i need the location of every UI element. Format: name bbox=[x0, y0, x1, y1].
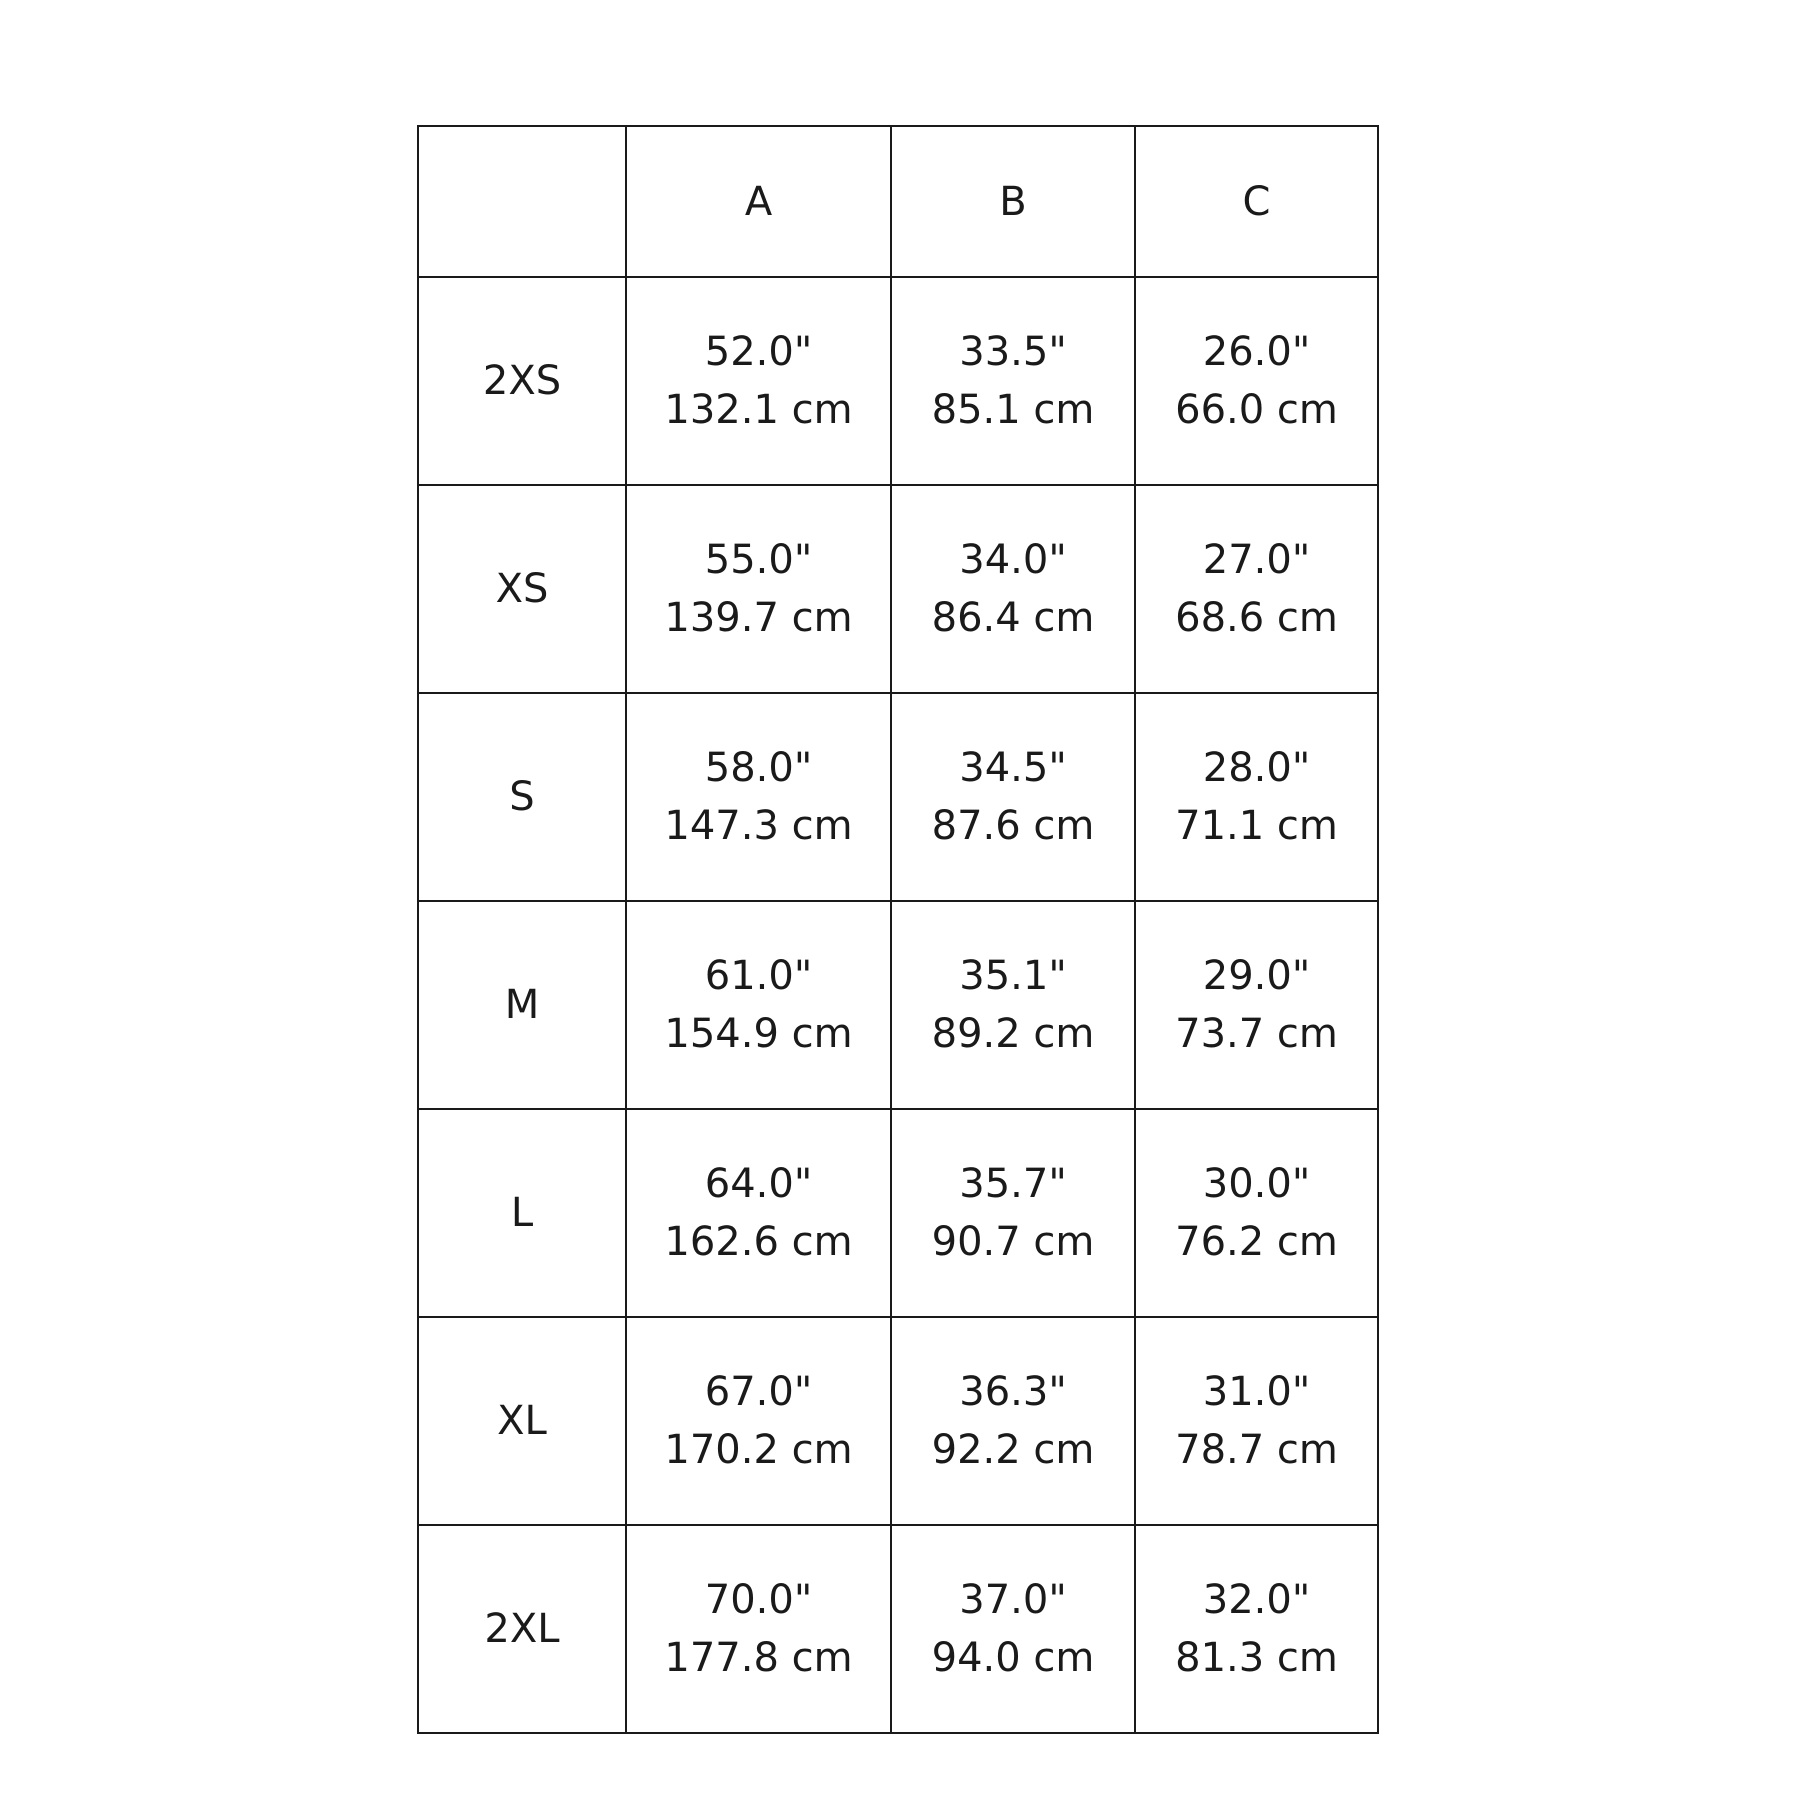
measurement-cell-a bbox=[626, 693, 891, 901]
measurement-cell-c bbox=[1135, 1109, 1378, 1317]
measurement-centimeters: 89.2 cm bbox=[931, 1011, 1095, 1057]
size-label: XL bbox=[418, 1317, 626, 1525]
measurement-cell-a bbox=[626, 1109, 891, 1317]
measurement-centimeters: 71.1 cm bbox=[1175, 803, 1338, 849]
measurement-centimeters: 92.2 cm bbox=[931, 1427, 1095, 1473]
measurement-centimeters: 139.7 cm bbox=[664, 595, 853, 641]
table-row bbox=[418, 901, 1378, 1109]
measurement-centimeters: 86.4 cm bbox=[931, 595, 1095, 641]
measurement-inches: 34.5" bbox=[959, 745, 1067, 791]
size-label: M bbox=[418, 901, 626, 1109]
measurement-centimeters: 90.7 cm bbox=[931, 1219, 1095, 1265]
measurement-cell-b bbox=[891, 693, 1135, 901]
measurement-cell-a bbox=[626, 485, 891, 693]
measurement-cell-b bbox=[891, 485, 1135, 693]
measurement-inches: 37.0" bbox=[959, 1577, 1067, 1623]
measurement-centimeters: 76.2 cm bbox=[1175, 1219, 1338, 1265]
measurement-centimeters: 68.6 cm bbox=[1175, 595, 1338, 641]
size-label: S bbox=[418, 693, 626, 901]
measurement-inches: 27.0" bbox=[1202, 537, 1311, 583]
measurement-inches: 64.0" bbox=[704, 1161, 813, 1207]
measurement-cell-a bbox=[626, 1317, 891, 1525]
measurement-cell-b bbox=[891, 901, 1135, 1109]
measurement-cell-a bbox=[626, 901, 891, 1109]
measurement-inches: 52.0" bbox=[704, 329, 813, 375]
measurement-centimeters: 94.0 cm bbox=[931, 1635, 1095, 1681]
measurement-cell-c bbox=[1135, 901, 1378, 1109]
measurement-inches: 36.3" bbox=[959, 1369, 1067, 1415]
measurement-cell-b bbox=[891, 1525, 1135, 1733]
measurement-inches: 34.0" bbox=[959, 537, 1067, 583]
measurement-inches: 35.7" bbox=[959, 1161, 1067, 1207]
measurement-cell-b bbox=[891, 277, 1135, 485]
measurement-inches: 35.1" bbox=[959, 953, 1067, 999]
table-row bbox=[418, 1525, 1378, 1733]
size-label: XS bbox=[418, 485, 626, 693]
measurement-centimeters: 170.2 cm bbox=[664, 1427, 853, 1473]
table-row bbox=[418, 693, 1378, 901]
size-chart-body bbox=[418, 126, 1378, 1733]
table-row bbox=[418, 1109, 1378, 1317]
measurement-centimeters: 147.3 cm bbox=[664, 803, 853, 849]
measurement-centimeters: 87.6 cm bbox=[931, 803, 1095, 849]
measurement-cell-c bbox=[1135, 693, 1378, 901]
measurement-centimeters: 177.8 cm bbox=[664, 1635, 853, 1681]
measurement-inches: 29.0" bbox=[1202, 953, 1311, 999]
measurement-centimeters: 85.1 cm bbox=[931, 387, 1095, 433]
measurement-inches: 26.0" bbox=[1202, 329, 1311, 375]
measurement-inches: 70.0" bbox=[704, 1577, 813, 1623]
table-row bbox=[418, 277, 1378, 485]
header-cell-empty bbox=[418, 126, 626, 277]
measurement-centimeters: 154.9 cm bbox=[664, 1011, 853, 1057]
measurement-centimeters: 73.7 cm bbox=[1175, 1011, 1338, 1057]
table-row bbox=[418, 1317, 1378, 1525]
table-header-row bbox=[418, 126, 1378, 277]
measurement-inches: 31.0" bbox=[1202, 1369, 1311, 1415]
measurement-centimeters: 81.3 cm bbox=[1175, 1635, 1338, 1681]
measurement-cell-c bbox=[1135, 277, 1378, 485]
measurement-cell-c bbox=[1135, 485, 1378, 693]
measurement-centimeters: 132.1 cm bbox=[664, 387, 853, 433]
size-label: 2XS bbox=[418, 277, 626, 485]
measurement-inches: 32.0" bbox=[1202, 1577, 1311, 1623]
table-row bbox=[418, 485, 1378, 693]
measurement-inches: 61.0" bbox=[704, 953, 813, 999]
size-label: L bbox=[418, 1109, 626, 1317]
measurement-inches: 67.0" bbox=[704, 1369, 813, 1415]
measurement-inches: 33.5" bbox=[959, 329, 1067, 375]
measurement-inches: 58.0" bbox=[704, 745, 813, 791]
measurement-inches: 55.0" bbox=[704, 537, 813, 583]
measurement-cell-a bbox=[626, 277, 891, 485]
column-header-c: C bbox=[1135, 126, 1378, 277]
measurement-centimeters: 162.6 cm bbox=[664, 1219, 853, 1265]
measurement-inches: 28.0" bbox=[1202, 745, 1311, 791]
measurement-centimeters: 66.0 cm bbox=[1175, 387, 1338, 433]
measurement-inches: 30.0" bbox=[1202, 1161, 1311, 1207]
size-label: 2XL bbox=[418, 1525, 626, 1733]
measurement-cell-c bbox=[1135, 1317, 1378, 1525]
measurement-cell-b bbox=[891, 1317, 1135, 1525]
column-header-a: A bbox=[626, 126, 891, 277]
size-chart-table bbox=[417, 125, 1379, 1734]
measurement-cell-b bbox=[891, 1109, 1135, 1317]
measurement-cell-c bbox=[1135, 1525, 1378, 1733]
measurement-cell-a bbox=[626, 1525, 891, 1733]
column-header-b: B bbox=[891, 126, 1135, 277]
measurement-centimeters: 78.7 cm bbox=[1175, 1427, 1338, 1473]
